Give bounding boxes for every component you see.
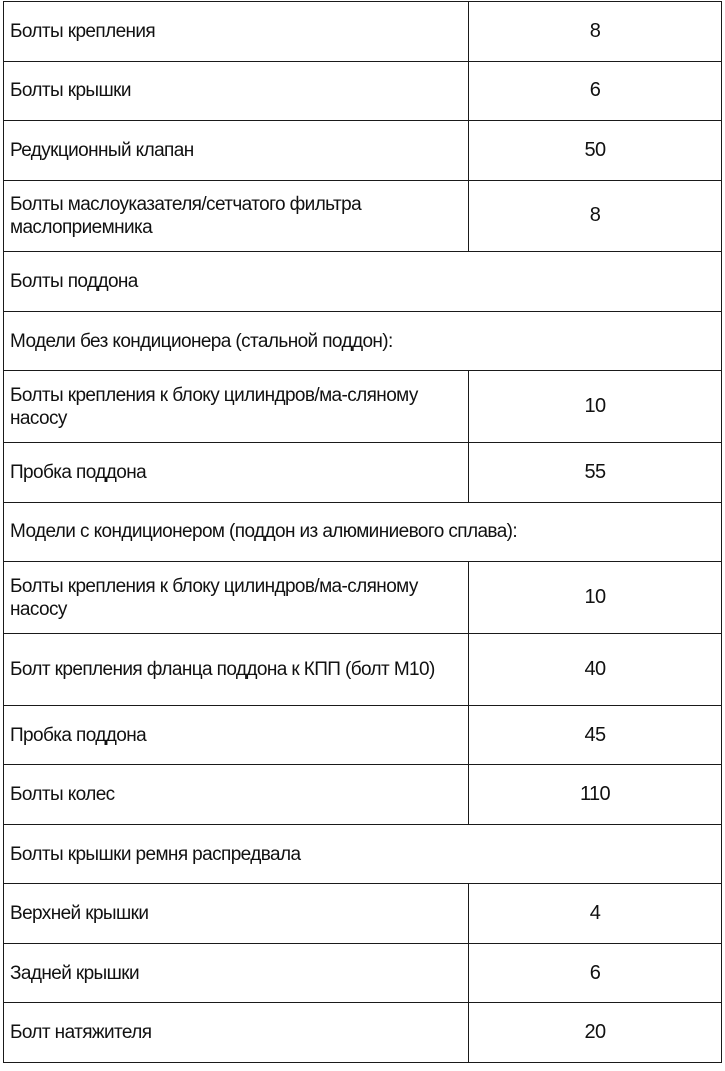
row-label: Болты колес	[4, 765, 469, 825]
section-heading-row	[4, 252, 722, 312]
row-label: Болты крепления к блоку цилиндров/ма-сляному насосу	[4, 371, 469, 443]
section-heading: Болты поддона	[4, 252, 722, 312]
table-row	[4, 121, 722, 181]
table-row	[4, 943, 722, 1003]
row-label: Болты крепления	[4, 2, 469, 62]
table-row	[4, 765, 722, 825]
row-value: 4	[469, 884, 722, 944]
row-value: 45	[469, 705, 722, 765]
section-heading-row	[4, 824, 722, 884]
table-row	[4, 633, 722, 705]
section-heading-row	[4, 311, 722, 371]
table-row	[4, 562, 722, 634]
row-label: Болт крепления фланца поддона к КПП (болт М10)	[4, 633, 469, 705]
row-value: 8	[469, 2, 722, 62]
table-row	[4, 371, 722, 443]
row-label: Пробка поддона	[4, 705, 469, 765]
row-label: Редукционный клапан	[4, 121, 469, 181]
row-value: 40	[469, 633, 722, 705]
row-value: 110	[469, 765, 722, 825]
row-value: 8	[469, 180, 722, 252]
row-label: Болт натяжителя	[4, 1003, 469, 1063]
row-label: Болты крышки	[4, 61, 469, 121]
row-value: 50	[469, 121, 722, 181]
row-label: Болты крепления к блоку цилиндров/ма-сляному насосу	[4, 562, 469, 634]
row-value: 10	[469, 371, 722, 443]
row-label: Болты маслоуказателя/сетчатого фильтра маслоприемника	[4, 180, 469, 252]
torque-spec-sheet	[3, 1, 721, 1063]
row-label: Пробка поддона	[4, 443, 469, 503]
table-row	[4, 884, 722, 944]
section-heading: Болты крышки ремня распредвала	[4, 824, 722, 884]
table-row	[4, 443, 722, 503]
torque-spec-table	[3, 1, 722, 1063]
row-value: 10	[469, 562, 722, 634]
row-value: 20	[469, 1003, 722, 1063]
table-row	[4, 61, 722, 121]
table-row	[4, 2, 722, 62]
section-heading: Модели без кондиционера (стальной поддон):	[4, 311, 722, 371]
table-row	[4, 1003, 722, 1063]
row-value: 55	[469, 443, 722, 503]
table-row	[4, 180, 722, 252]
row-value: 6	[469, 943, 722, 1003]
row-label: Верхней крышки	[4, 884, 469, 944]
section-heading: Модели с кондиционером (поддон из алюминиевого сплава):	[4, 502, 722, 562]
section-heading-row	[4, 502, 722, 562]
row-value: 6	[469, 61, 722, 121]
table-row	[4, 705, 722, 765]
row-label: Задней крышки	[4, 943, 469, 1003]
